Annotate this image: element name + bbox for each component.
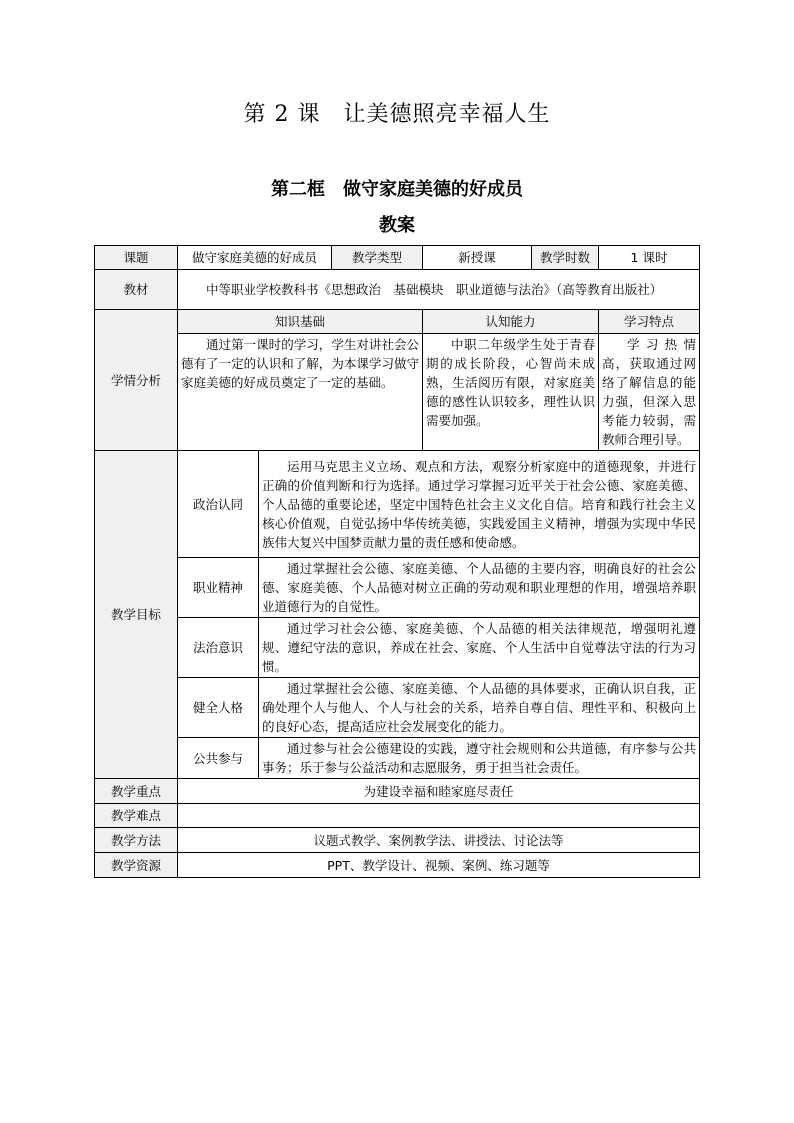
table-row [95, 310, 700, 334]
analysis-header-traits: 学习特点 [599, 310, 700, 334]
method-label: 教学方法 [95, 828, 178, 853]
analysis-traits-text: 学习热情高，获取通过网络了解信息的能力强，但深入思考能力较弱，需教师合理引导。 [599, 334, 700, 451]
focus-value: 为建设幸福和睦家庭尽责任 [178, 779, 700, 804]
goal-name: 职业精神 [178, 558, 259, 618]
hours-label: 教学时数 [532, 246, 599, 270]
goal-text: 通过参与社会公德建设的实践，遵守社会规则和公共道德，有序参与公共事务；乐于参与公益活动和志愿服务，勇于担当社会责任。 [259, 738, 700, 779]
table-row [95, 779, 700, 804]
topic-value: 做守家庭美德的好成员 [178, 246, 332, 270]
table-row [95, 451, 700, 558]
analysis-header-knowledge: 知识基础 [178, 310, 423, 334]
topic-label: 课题 [95, 246, 178, 270]
lesson-title: 第 2 课 让美德照亮幸福人生 [243, 102, 551, 127]
table-row [95, 678, 700, 738]
goal-text: 运用马克思主义立场、观点和方法，观察分析家庭中的道德现象，并进行正确的价值判断和行为选择。通过学习掌握习近平关于社会公德、家庭美德、个人品德的重要论述，坚定中国特色社会主义文化自信。培育和践行社会主义核心价值观，自觉弘扬中华传统美德，实践爱国主义精神，增强为实现中华民族伟大复兴中国梦贡献力量的责任感和使命感。 [259, 451, 700, 558]
method-value: 议题式教学、案例教学法、讲授法、讨论法等 [178, 828, 700, 853]
analysis-knowledge-text: 通过第一课时的学习，学生对讲社会公德有了一定的认识和了解，为本课学习做守家庭美德的好成员奠定了一定的基础。 [178, 334, 423, 451]
focus-label: 教学重点 [95, 779, 178, 804]
document-label: 教案 [379, 215, 415, 236]
goal-name: 健全人格 [178, 678, 259, 738]
table-row [95, 738, 700, 779]
section-title: 第二框 做守家庭美德的好成员 [271, 179, 523, 200]
table-row [95, 270, 700, 310]
difficulty-value [178, 804, 700, 828]
table-row [95, 246, 700, 270]
type-label: 教学类型 [332, 246, 423, 270]
goal-name: 公共参与 [178, 738, 259, 779]
table-row [95, 618, 700, 678]
lesson-plan-table [94, 245, 700, 878]
table-row [95, 334, 700, 451]
goal-text: 通过掌握社会公德、家庭美德、个人品德的主要内容，明确良好的社会公德、家庭美德、个人品德对树立正确的劳动观和职业理想的作用，增强培养职业道德行为的自觉性。 [259, 558, 700, 618]
table-row [95, 828, 700, 853]
table-row [95, 853, 700, 878]
analysis-cognition-text: 中职二年级学生处于青春期的成长阶段，心智尚未成熟，生活阅历有限，对家庭美德的感性认识较多，理性认识需要加强。 [423, 334, 599, 451]
analysis-header-cognition: 认知能力 [423, 310, 599, 334]
goal-name: 政治认同 [178, 451, 259, 558]
goal-text: 通过学习社会公德、家庭美德、个人品德的相关法律规范，增强明礼遵规、遵纪守法的意识，养成在社会、家庭、个人生活中自觉尊法守法的行为习惯。 [259, 618, 700, 678]
difficulty-label: 教学难点 [95, 804, 178, 828]
analysis-label: 学情分析 [95, 310, 178, 451]
hours-value: 1 课时 [599, 246, 700, 270]
textbook-label: 教材 [95, 270, 178, 310]
goal-text: 通过掌握社会公德、家庭美德、个人品德的具体要求，正确认识自我，正确处理个人与他人、个人与社会的关系，培养自尊自信、理性平和、积极向上的良好心态，提高适应社会发展变化的能力。 [259, 678, 700, 738]
resources-label: 教学资源 [95, 853, 178, 878]
goal-name: 法治意识 [178, 618, 259, 678]
table-row [95, 804, 700, 828]
type-value: 新授课 [423, 246, 532, 270]
table-row [95, 558, 700, 618]
goals-label: 教学目标 [95, 451, 178, 779]
resources-value: PPT、教学设计、视频、案例、练习题等 [178, 853, 700, 878]
textbook-value: 中等职业学校教科书《思想政治 基础模块 职业道德与法治》（高等教育出版社） [178, 270, 700, 310]
